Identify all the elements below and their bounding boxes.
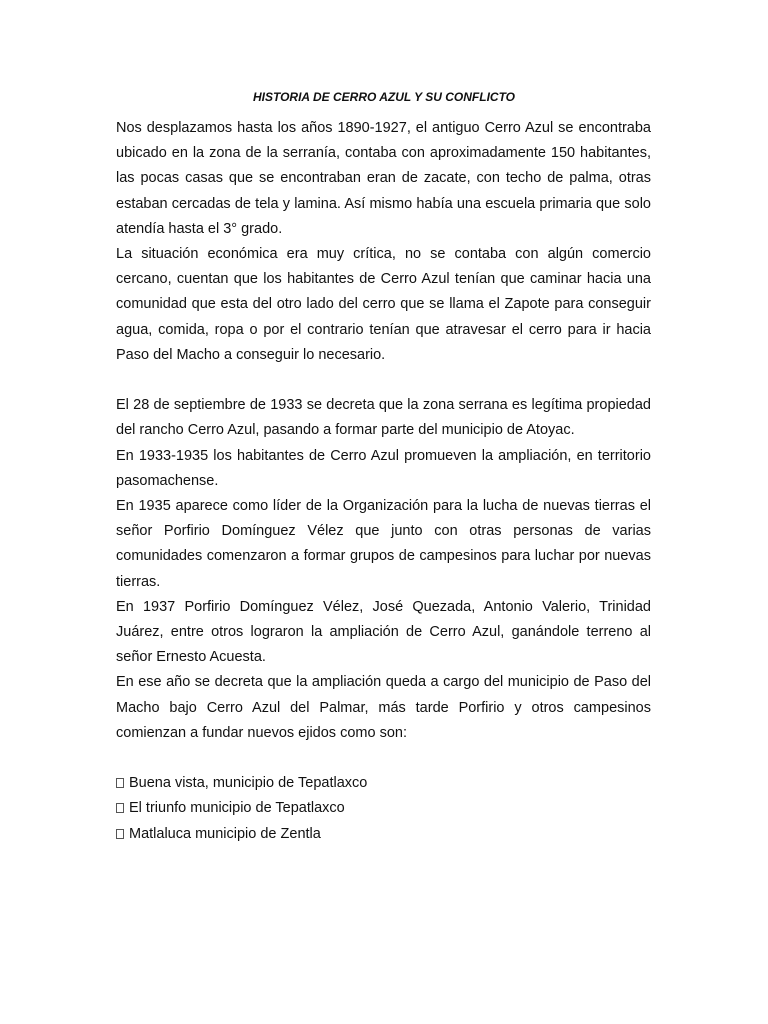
list-item (116, 796, 651, 821)
paragraph-5: En 1935 aparece como líder de la Organización para la lucha de nuevas tierras el señor Porfirio Domínguez Vélez que junto con otras personas de varias comunidades comenzaron a formar grupos de campesinos para luchar por nuevas tierras. (116, 498, 651, 590)
paragraph-7: En ese año se decreta que la ampliación queda a cargo del municipio de Paso del Macho bajo Cerro Azul del Palmar, más tarde Porfirio y otros campesinos comienzan a fundar nuevos ejidos como son: (116, 674, 651, 741)
document-body (116, 116, 651, 847)
list-item-text: Buena vista, municipio de Tepatlaxco (129, 775, 368, 792)
missing-glyph-box-icon (116, 778, 124, 788)
paragraph-4: En 1933-1935 los habitantes de Cerro Azul promueven la ampliación, en territorio pasomachense. (116, 447, 651, 489)
missing-glyph-box-icon (116, 803, 124, 813)
list-item (116, 822, 651, 847)
paragraph-spacer (116, 368, 651, 393)
document-title: HISTORIA DE CERRO AZUL Y SU CONFLICTO (252, 90, 516, 104)
list-item-text: El triunfo municipio de Tepatlaxco (129, 800, 345, 817)
paragraph-6: En 1937 Porfirio Domínguez Vélez, José Quezada, Antonio Valerio, Trinidad Juárez, entre otros lograron la ampliación de Cerro Azul, ganándole terreno al señor Ernesto Acuesta. (116, 598, 651, 666)
paragraph-1: Nos desplazamos hasta los años 1890-1927, el antiguo Cerro Azul se encontraba ubicado en la zona de la serranía, contaba con aproximadamente 150 habitantes, las pocas casas que se encontraban eran de zacate, con techo de palma, otras estaban cercadas de tela y lamina. Así mismo había una escuela primaria que solo atendía hasta el 3° grado. (116, 120, 651, 237)
paragraph-3: El 28 de septiembre de 1933 se decreta que la zona serrana es legítima propiedad del rancho Cerro Azul, pasando a formar parte del municipio de Atoyac. (116, 397, 651, 439)
paragraph-2: La situación económica era muy crítica, no se contaba con algún comercio cercano, cuentan que los habitantes de Cerro Azul tenían que caminar hacia una comunidad que esta del otro lado del cerro que se llama el Zapote para conseguir agua, comida, ropa o por el contrario tenían que atravesar el cerro para ir hacia Paso del Macho a conseguir lo necesario. (116, 246, 651, 363)
list-item (116, 771, 651, 796)
ejidos-list (116, 771, 651, 847)
list-item-text: Matlaluca municipio de Zentla (129, 825, 321, 842)
missing-glyph-box-icon (116, 829, 124, 839)
paragraph-spacer (116, 746, 651, 771)
